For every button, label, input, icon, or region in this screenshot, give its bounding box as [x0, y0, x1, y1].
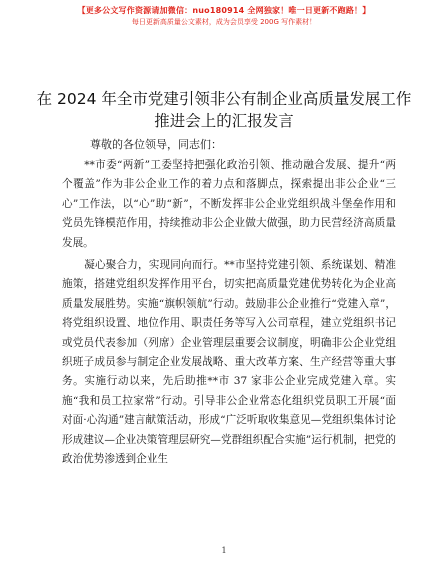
paragraph-1: **市委“两新”工委坚持把强化政治引领、推动融合发展、提升“两个覆盖”作为非公企业工作的着力点和落脚点，探索提出非公企业“三心”工作法，以“心”助“新”，不断发挥非公企业党组织战斗堡垒作用和党员先锋模范作用，持续推动非公企业做大做强，助力民营经济高质量发展。: [62, 159, 396, 249]
salutation: 尊敬的各位领导，同志们：: [90, 138, 222, 151]
page-number: 1: [221, 546, 227, 555]
document-body: [62, 156, 396, 473]
promo-banner-line1: 【更多公文写作资源请加微信：nuo180914 全网独家！唯一日更新不跑路！】: [77, 6, 371, 15]
paragraph-2: 凝心聚合力，实现同向而行。**市坚持党建引领、系统谋划、精准施策，搭建党组织发挥作用平台，切实把高质量党建优势转化为企业高质量发展胜势。实施“旗帜领航”行动。鼓励非公企业推行“党建入章”，将党组织设置、地位作用、职责任务等写入公司章程，建立党组织书记或党员代表参加（列席）企业管理层重要会议制度，明确非公企业党组织班子成员参与制定企业发展战略、重大改革方案、生产经营等重大事务。实施行动以来，先后助推**市 37 家非公企业完成党建入章。实施“我和员工拉家常”行动。引导非公企业常态化组织党员职工开展“面对面·心沟通”建言献策活动，形成“广泛听取收集意见—党组织集体讨论形成建议—企业决策管理层研究—党群组织配合实施”运行机制，把党的政治优势渗透到企业生: [62, 259, 396, 466]
promo-banner: [0, 5, 448, 28]
promo-banner-line2: 每日更新高质量公文素材，成为会员享受 200G 写作素材！: [131, 18, 317, 26]
document-title: 在 2024 年全市党建引领非公有制企业高质量发展工作推进会上的汇报发言: [36, 90, 412, 130]
